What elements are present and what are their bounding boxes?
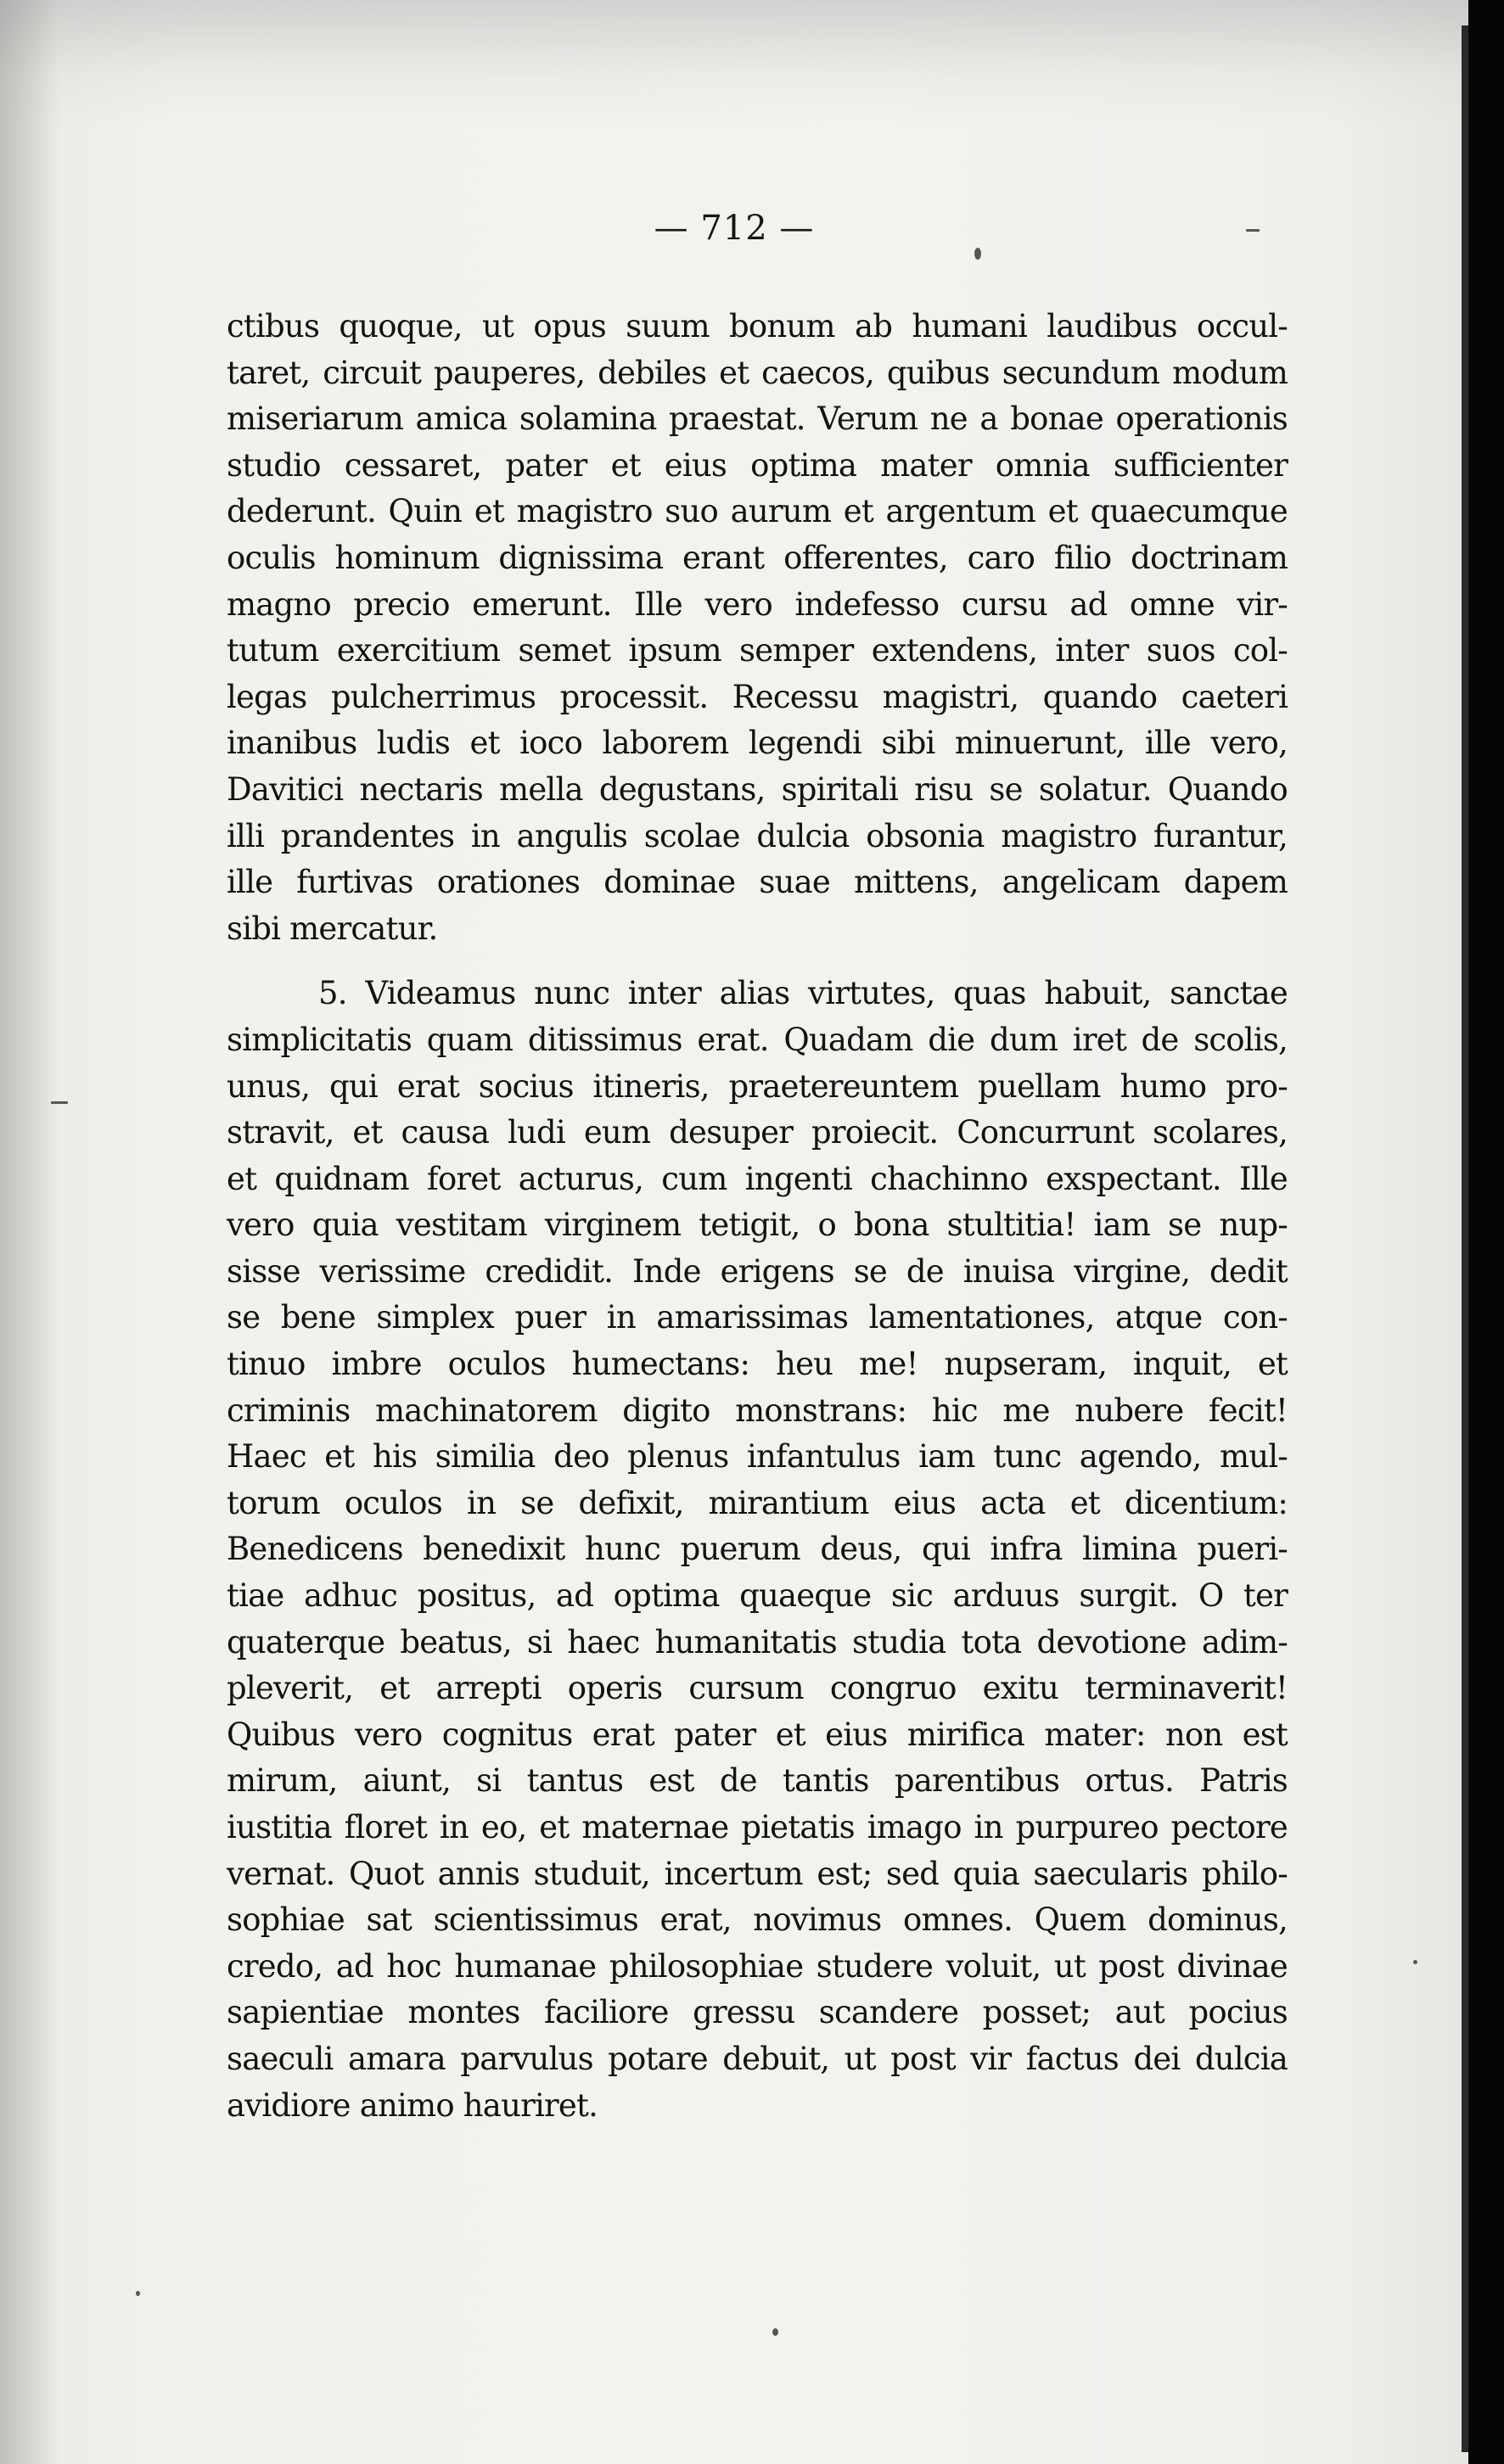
- text-line: tutum exercitium semet ipsum semper extendens, inter suos col-: [227, 632, 1288, 669]
- text-line: quaterque beatus, si haec humanitatis studia tota devotione adim-: [227, 1623, 1288, 1660]
- paper-speck: [1246, 229, 1260, 232]
- text-line: sapientiae montes faciliore gressu scandere posset; aut pocius: [227, 1994, 1288, 2031]
- text-line: sibi mercatur.: [227, 910, 438, 947]
- text-line: se bene simplex puer in amarissimas lamentationes, atque con-: [227, 1299, 1288, 1336]
- paper-speck: [136, 2291, 140, 2296]
- text-line: ille furtivas orationes dominae suae mittens, angelicam dapem: [227, 864, 1288, 901]
- paper-speck: [1413, 1960, 1417, 1964]
- paragraph-1: [227, 304, 1288, 952]
- text-line: et quidnam foret acturus, cum ingenti chachinno exspectant. Ille: [227, 1160, 1288, 1197]
- text-line: legas pulcherrimus processit. Recessu magistri, quando caeteri: [227, 678, 1288, 715]
- text-line: illi prandentes in angulis scolae dulcia obsonia magistro furantur,: [227, 817, 1288, 854]
- text-line: Benedicens benedixit hunc puerum deus, qui infra limina pueri-: [227, 1531, 1288, 1568]
- text-line: tiae adhuc positus, ad optima quaeque sic arduus surgit. O ter: [227, 1577, 1288, 1615]
- paper-speck: [974, 248, 981, 260]
- text-line: credo, ad hoc humanae philosophiae studere voluit, ut post divinae: [227, 1947, 1288, 1985]
- text-line: oculis hominum dignissima erant offerentes, caro filio doctrinam: [227, 539, 1288, 576]
- text-body: [227, 304, 1288, 2129]
- text-line: miseriarum amica solamina praestat. Verum ne a bonae operationis: [227, 400, 1288, 438]
- text-line: magno precio emerunt. Ille vero indefesso cursu ad omne vir-: [227, 585, 1288, 623]
- text-line: Davitici nectaris mella degustans, spiritali risu se solatur. Quando: [227, 770, 1288, 808]
- text-line: sisse verissime credidit. Inde erigens se de inuisa virgine, dedit: [227, 1252, 1288, 1290]
- page-number: — 712 —: [654, 209, 815, 248]
- text-line: saeculi amara parvulus potare debuit, ut post vir factus dei dulcia: [227, 2040, 1288, 2077]
- text-line: iustitia floret in eo, et maternae pietatis imago in purpureo pectore: [227, 1809, 1288, 1845]
- text-line: dederunt. Quin et magistro suo aurum et argentum et quaecumque: [227, 493, 1288, 530]
- text-line: simplicitatis quam ditissimus erat. Quadam die dum iret de scolis,: [227, 1021, 1288, 1058]
- text-line: inanibus ludis et ioco laborem legendi sibi minuerunt, ille vero,: [227, 725, 1288, 762]
- text-line: vernat. Quot annis studuit, incertum est; sed quia saecularis philo-: [227, 1855, 1288, 1892]
- text-line: 5. Videamus nunc inter alias virtutes, quas habuit, sanctae: [318, 975, 1288, 1012]
- text-line: Haec et his similia deo plenus infantulus iam tunc agendo, mul-: [227, 1438, 1288, 1476]
- text-line: taret, circuit pauperes, debiles et caecos, quibus secundum modum: [227, 354, 1288, 391]
- text-line: ctibus quoque, ut opus suum bonum ab humani laudibus occul-: [227, 308, 1288, 344]
- text-line: studio cessaret, pater et eius optima mater omnia sufficienter: [227, 446, 1288, 484]
- text-line: pleverit, et arrepti operis cursum congruo exitu terminaverit!: [227, 1670, 1288, 1707]
- scan-border: [1468, 0, 1504, 2464]
- paper-speck: [772, 2328, 778, 2336]
- text-line: sophiae sat scientissimus erat, novimus omnes. Quem dominus,: [227, 1901, 1288, 1939]
- paragraph-2: [227, 971, 1288, 2129]
- text-line: tinuo imbre oculos humectans: heu me! nupseram, inquit, et: [227, 1346, 1288, 1383]
- text-line: vero quia vestitam virginem tetigit, o bona stultitia! iam se nup-: [227, 1207, 1288, 1244]
- page-edge-shadow: [1462, 25, 1468, 2452]
- text-line: unus, qui erat socius itineris, praetereuntem puellam humo pro-: [227, 1067, 1288, 1105]
- text-line: torum oculos in se defixit, mirantium eius acta et dicentium:: [227, 1484, 1288, 1521]
- text-line: criminis machinatorem digito monstrans: hic me nubere fecit!: [227, 1392, 1288, 1429]
- text-line: Quibus vero cognitus erat pater et eius mirifica mater: non est: [227, 1716, 1288, 1753]
- text-line: mirum, aiunt, si tantus est de tantis parentibus ortus. Patris: [227, 1762, 1288, 1800]
- paper-speck: [51, 1101, 68, 1104]
- text-line: avidiore animo hauriret.: [227, 2086, 598, 2124]
- text-line: stravit, et causa ludi eum desuper proiecit. Concurrunt scolares,: [227, 1114, 1288, 1151]
